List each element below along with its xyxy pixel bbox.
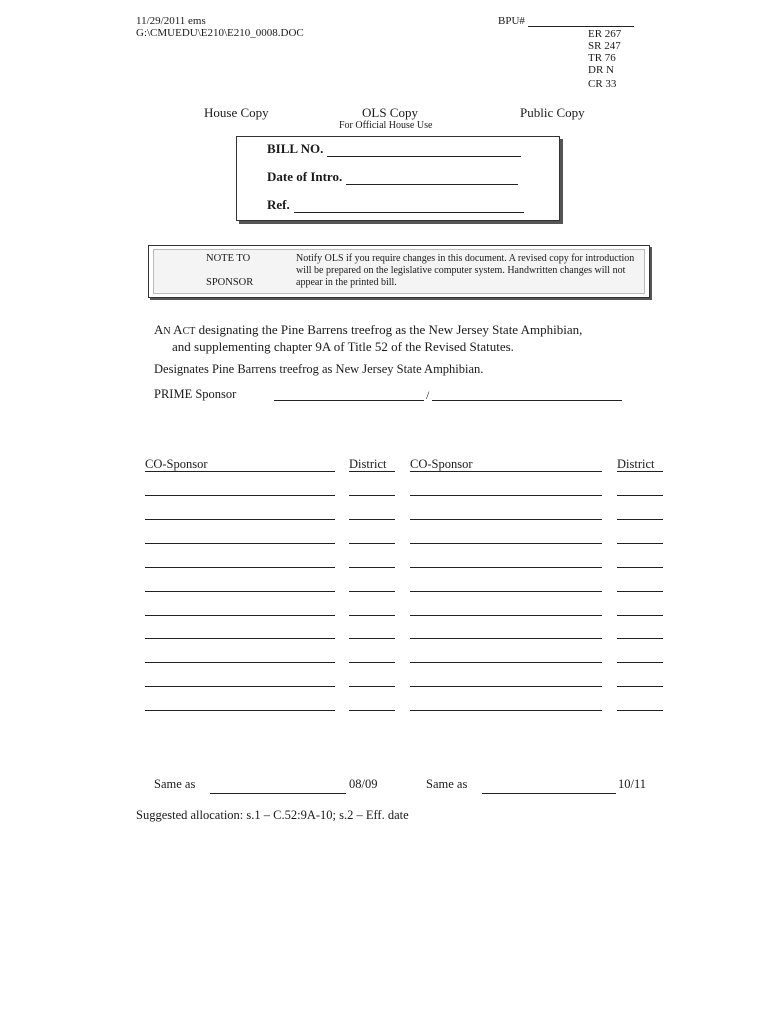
cosponsor-left-blank[interactable] xyxy=(145,662,335,663)
cosponsor-right-blank[interactable] xyxy=(410,495,602,496)
cosponsor-left-blank[interactable] xyxy=(145,686,335,687)
same-as-label-2: Same as xyxy=(426,777,468,791)
document-header-info xyxy=(136,15,304,39)
ols-copy-subtitle: For Official House Use xyxy=(339,120,433,131)
note-label-line2: SPONSOR xyxy=(206,277,254,288)
district-left-blank[interactable] xyxy=(349,662,395,663)
district-left-blank[interactable] xyxy=(349,591,395,592)
same-as-blank-1[interactable] xyxy=(210,793,346,794)
district-right-blank[interactable] xyxy=(617,567,663,568)
ref-field xyxy=(267,197,524,213)
code-er: ER 267 xyxy=(588,28,622,40)
note-inner-panel xyxy=(153,249,645,294)
act-ct: CT xyxy=(182,326,196,337)
date-initials: 11/29/2011 ems xyxy=(136,15,206,27)
cosponsor-right-blank[interactable] xyxy=(410,686,602,687)
cosponsor-left-blank[interactable] xyxy=(145,710,335,711)
district-left-blank[interactable] xyxy=(349,495,395,496)
note-text: Notify OLS if you require changes in this document. A revised copy for introduction will be prepared on the legislative computer system. Handwritten changes will not appear in the printed bill. xyxy=(296,253,635,288)
district-left-blank[interactable] xyxy=(349,638,395,639)
ols-copy-label: OLS Copy xyxy=(362,105,418,120)
bpu-blank[interactable] xyxy=(528,15,634,27)
district-right-blank[interactable] xyxy=(617,543,663,544)
code-dr: DR N xyxy=(588,64,614,76)
cosponsor-right-blank[interactable] xyxy=(410,615,602,616)
code-sr: SR 247 xyxy=(588,40,621,52)
bill-no-field xyxy=(267,141,521,157)
prime-sponsor-blank-1[interactable] xyxy=(274,387,424,401)
bill-no-label: BILL NO. xyxy=(267,141,324,156)
cosponsor-left-blank[interactable] xyxy=(145,519,335,520)
same-as-label-1: Same as xyxy=(154,777,196,791)
same-as-date-1: 08/09 xyxy=(349,777,378,791)
district-left-blank[interactable] xyxy=(349,710,395,711)
cosponsor-left-blank[interactable] xyxy=(145,543,335,544)
date-intro-label: Date of Intro. xyxy=(267,169,343,184)
cosponsor-right-blank[interactable] xyxy=(410,543,602,544)
bpu-label: BPU# xyxy=(498,15,525,27)
file-path: G:\CMUEDU\E210\E210_0008.DOC xyxy=(136,27,304,39)
cosponsor-left-blank[interactable] xyxy=(145,591,335,592)
cosponsor-left-blank[interactable] xyxy=(145,495,335,496)
date-intro-blank[interactable] xyxy=(346,172,518,185)
district-left-blank[interactable] xyxy=(349,615,395,616)
cosponsor-right-blank[interactable] xyxy=(410,710,602,711)
cosponsor-right-blank[interactable] xyxy=(410,662,602,663)
prime-sponsor-label: PRIME Sponsor xyxy=(154,387,237,401)
note-to-sponsor-box xyxy=(148,245,650,298)
prime-sponsor-separator: / xyxy=(426,388,430,402)
ref-label: Ref. xyxy=(267,197,290,212)
note-label-line1: NOTE TO xyxy=(206,253,251,264)
cosponsor-header-right: CO-Sponsor xyxy=(410,457,473,471)
cosponsor-right-blank[interactable] xyxy=(410,519,602,520)
district-right-blank[interactable] xyxy=(617,686,663,687)
bill-info-box xyxy=(236,136,560,221)
cosponsor-header-left: CO-Sponsor xyxy=(145,457,208,471)
bill-no-blank[interactable] xyxy=(327,144,521,157)
district-left-blank[interactable] xyxy=(349,567,395,568)
cosponsor-left-blank[interactable] xyxy=(145,615,335,616)
district-left-blank[interactable] xyxy=(349,543,395,544)
district-right-blank[interactable] xyxy=(617,638,663,639)
cosponsor-right-blank[interactable] xyxy=(410,638,602,639)
district-left-header-underline xyxy=(349,471,395,472)
ref-blank[interactable] xyxy=(294,200,524,213)
district-right-blank[interactable] xyxy=(617,615,663,616)
district-right-header-underline xyxy=(617,471,663,472)
act-title xyxy=(154,322,714,354)
code-tr: TR 76 xyxy=(588,52,616,64)
district-left-blank[interactable] xyxy=(349,519,395,520)
same-as-blank-2[interactable] xyxy=(482,793,616,794)
district-left-blank[interactable] xyxy=(349,686,395,687)
code-cr: CR 33 xyxy=(588,78,617,90)
cosponsor-right-blank[interactable] xyxy=(410,567,602,568)
bill-description: Designates Pine Barrens treefrog as New Jersey State Amphibian. xyxy=(154,362,484,376)
prime-sponsor-blank-2[interactable] xyxy=(432,387,622,401)
cosponsor-left-blank[interactable] xyxy=(145,567,335,568)
district-header-left: District xyxy=(349,457,387,471)
district-right-blank[interactable] xyxy=(617,495,663,496)
district-right-blank[interactable] xyxy=(617,519,663,520)
date-intro-field xyxy=(267,169,518,185)
bpu-field xyxy=(498,15,634,27)
cosponsor-left-header-underline xyxy=(145,471,335,472)
act-title-line2: and supplementing chapter 9A of Title 52 of the Revised Statutes. xyxy=(172,339,514,354)
district-right-blank[interactable] xyxy=(617,662,663,663)
committee-codes xyxy=(588,28,621,90)
cosponsor-right-header-underline xyxy=(410,471,602,472)
public-copy-label: Public Copy xyxy=(520,105,585,120)
district-header-right: District xyxy=(617,457,655,471)
district-right-blank[interactable] xyxy=(617,710,663,711)
act-title-line1: AN ACT designating the Pine Barrens treefrog as the New Jersey State Amphibian, xyxy=(154,322,583,337)
same-as-date-2: 10/11 xyxy=(618,777,647,791)
cosponsor-right-blank[interactable] xyxy=(410,591,602,592)
cosponsor-left-blank[interactable] xyxy=(145,638,335,639)
house-copy-label: House Copy xyxy=(204,105,269,120)
suggested-allocation: Suggested allocation: s.1 – C.52:9A-10; s.2 – Eff. date xyxy=(136,808,409,822)
district-right-blank[interactable] xyxy=(617,591,663,592)
